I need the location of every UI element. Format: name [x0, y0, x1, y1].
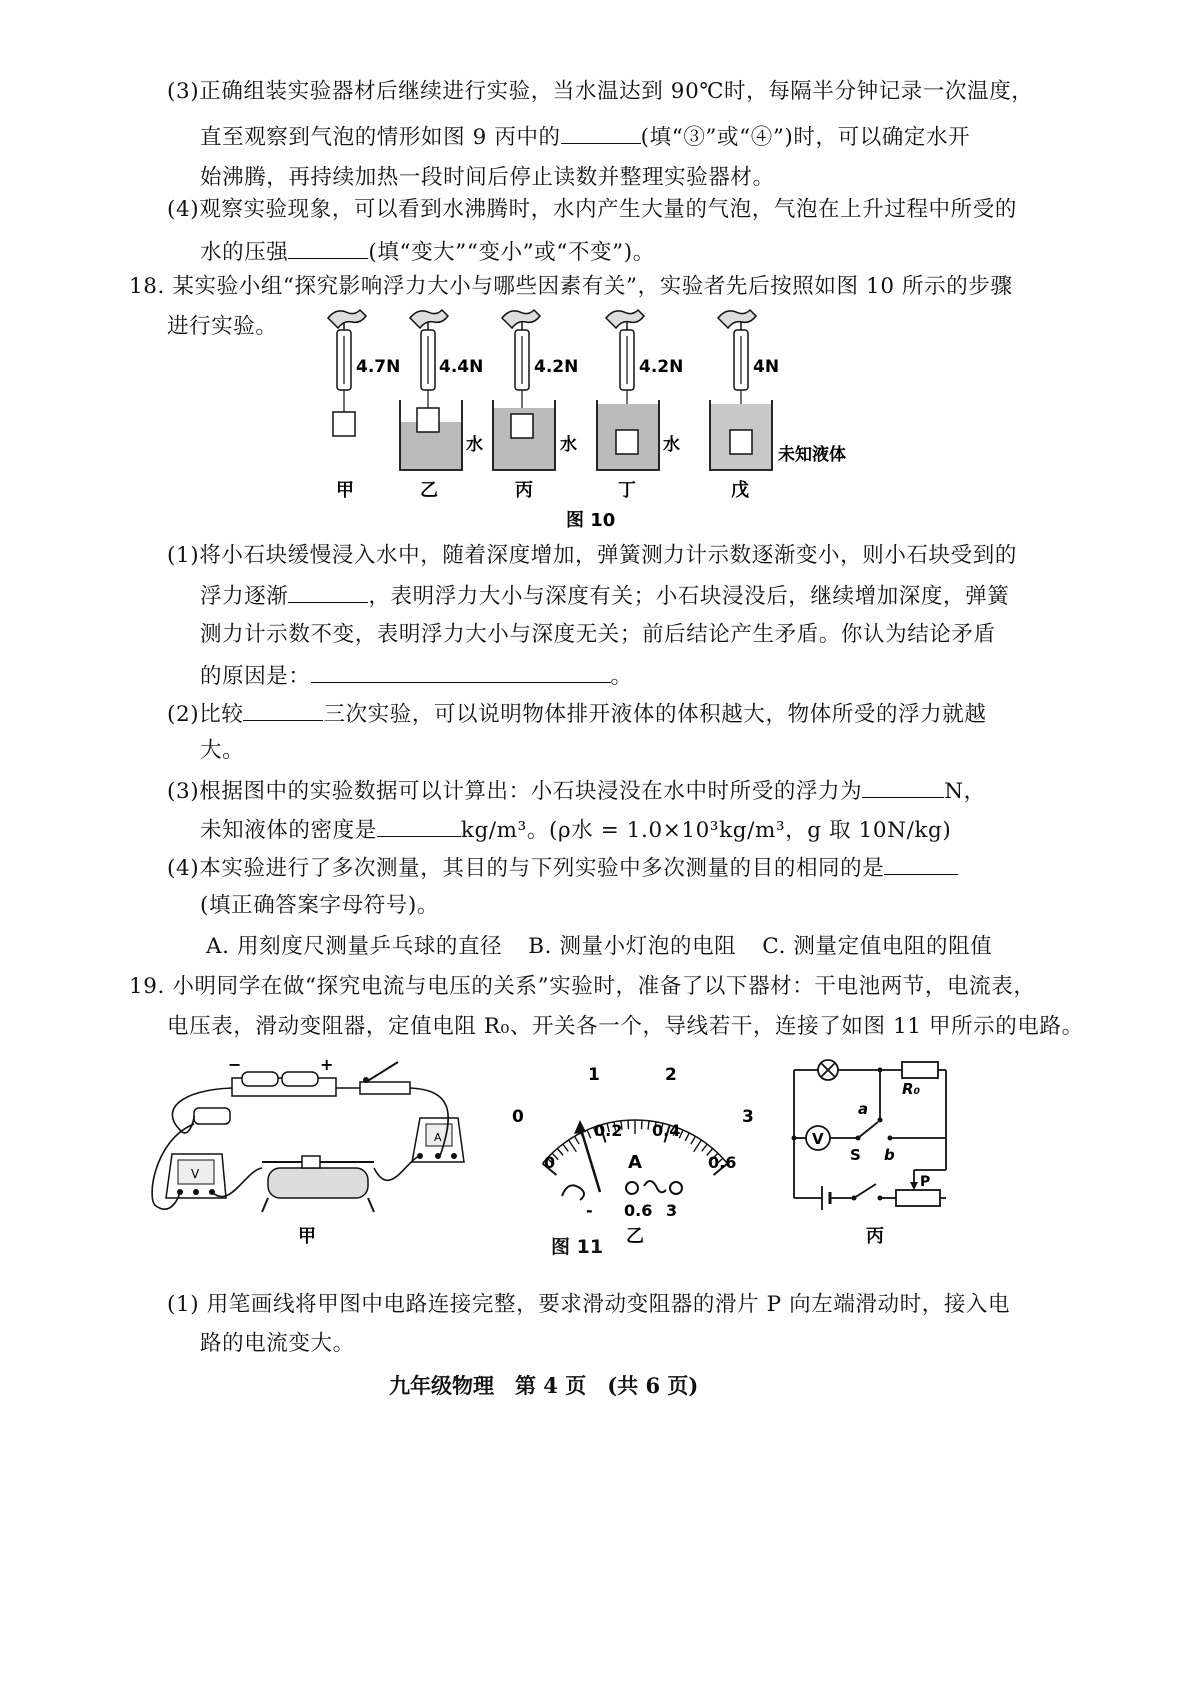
- liquid-label-ding: 水: [663, 435, 680, 455]
- terminal-label-06: 0.6: [624, 1201, 653, 1220]
- dial-tick: [563, 1144, 568, 1151]
- station-bing: [493, 310, 555, 470]
- rheostat-symbol: [896, 1190, 940, 1206]
- q17-p3-text-b: (填“③”或“④”)时，可以确定水开: [640, 125, 971, 150]
- answer-blank[interactable]: [311, 660, 611, 683]
- dial-tick: [628, 1120, 629, 1129]
- station-label-yi: 乙: [420, 480, 438, 501]
- page-footer: 九年级物理 第 4 页 (共 6 页): [389, 1373, 699, 1398]
- dial-unit: A: [628, 1152, 642, 1173]
- hand-icon: [410, 310, 448, 328]
- svg-text:A: A: [434, 1131, 442, 1144]
- q19-p1-line2: 路的电流变大。: [200, 1331, 355, 1356]
- figure-11-label-bing: 丙: [866, 1226, 884, 1247]
- q18-options: [206, 932, 992, 962]
- q17-p4-text-b: (填“变大”“变小”或“不变”)。: [368, 240, 655, 265]
- switch-s-symbol: [858, 1122, 878, 1138]
- stone-block: [730, 430, 752, 454]
- figure-11-bing-circuit-diagram: [780, 1050, 970, 1250]
- circuit-label-s: S: [850, 1146, 861, 1164]
- q18-p3-line1: [167, 775, 986, 807]
- q18-p4-line1: [167, 852, 958, 884]
- reading-wu: 4N: [753, 357, 780, 377]
- terminal-icon: [670, 1182, 682, 1194]
- figure-11-jia-circuit: [150, 1050, 490, 1250]
- dial-tick: [642, 1120, 643, 1129]
- dial-tick: [694, 1140, 702, 1152]
- q18-p3-text-c: 未知液体的密度是: [200, 818, 377, 843]
- q17-p4-text-a: 水的压强: [200, 240, 289, 265]
- q18-p1-text-b: ，表明浮力大小与深度有关；小石块浸没后，继续增加深度，弹簧: [368, 584, 1010, 609]
- q18-p3-text-b: N，: [944, 779, 986, 804]
- switch-icon: [360, 1062, 410, 1094]
- q18-p1-line1: (1)将小石块缓慢浸入水中，随着深度增加，弹簧测力计示数逐渐变小，则小石块受到的: [167, 543, 1017, 568]
- q18-p1-line4: [200, 660, 633, 692]
- dial-top-tick-2: 2: [665, 1065, 677, 1085]
- dial-tick: [557, 1149, 563, 1156]
- svg-text:V: V: [191, 1167, 200, 1181]
- answer-blank[interactable]: [288, 580, 368, 603]
- circuit-label-a: a: [858, 1100, 869, 1118]
- terminal-label-3: 3: [666, 1201, 678, 1220]
- hand-icon: [606, 310, 644, 328]
- q18-p2-line1: [167, 698, 986, 730]
- circuit-label-v: V: [812, 1130, 824, 1148]
- liquid-label-wu: 未知液体: [778, 445, 846, 465]
- q17-p3-line2: [200, 121, 970, 153]
- q17-p4-line2: [200, 236, 655, 268]
- q17-p3-line3: 始沸腾，再持续加热一段时间后停止读数并整理实验器材。: [200, 165, 775, 190]
- answer-blank[interactable]: [884, 852, 958, 875]
- stone-block: [511, 414, 533, 438]
- station-label-jia: 甲: [336, 480, 354, 501]
- figure-11-yi-ammeter-dial: [500, 1050, 770, 1250]
- q17-p3-line1: (3)正确组装实验器材后继续进行实验，当水温达到 90℃时，每隔半分钟记录一次温度，: [167, 79, 1034, 104]
- dial-tick: [685, 1133, 689, 1141]
- figure-11-caption: 图 11: [551, 1236, 604, 1258]
- dial-bottom-tick-2: 0.4: [652, 1121, 681, 1140]
- q19-p1-line1: (1) 用笔画线将甲图中电路连接完整，要求滑动变阻器的滑片 P 向左端滑动时，接入电: [167, 1292, 1011, 1317]
- circuit-label-r0: R₀: [902, 1080, 921, 1098]
- hand-icon: [502, 310, 540, 328]
- q19-stem-line1: 19. 小明同学在做“探究电流与电压的关系”实验时，准备了以下器材：干电池两节，电流表，: [129, 974, 1036, 999]
- q18-p1-line2: [200, 580, 1009, 612]
- option-b: B. 测量小灯泡的电阻: [528, 934, 737, 959]
- q18-stem-line2: 进行实验。: [167, 314, 278, 339]
- q18-p3-line2: [200, 814, 951, 846]
- station-label-ding: 丁: [618, 480, 636, 501]
- dial-tick: [587, 1130, 591, 1138]
- q18-p3-text-d: kg/m³。(ρ水 = 1.0×10³kg/m³，g 取 10N/kg): [460, 818, 952, 843]
- figure-10-caption: 图 10: [566, 510, 616, 530]
- answer-blank[interactable]: [288, 236, 368, 259]
- dial-tick: [691, 1136, 696, 1144]
- svg-text:−: −: [228, 1055, 242, 1074]
- circuit-label-b: b: [884, 1146, 895, 1164]
- q19-stem-line2: 电压表，滑动变阻器，定值电阻 R₀、开关各一个，导线若干，连接了如图 11 甲所示的电路。: [167, 1014, 1084, 1039]
- dial-bottom-tick-0: 0: [544, 1153, 556, 1172]
- stone-block: [616, 430, 638, 454]
- station-yi: [400, 310, 462, 470]
- terminal-knob-icon: [562, 1185, 584, 1200]
- circuit-label-p: P: [920, 1174, 931, 1190]
- dial-top-tick-1: 1: [588, 1065, 600, 1085]
- voltmeter-icon: [166, 1154, 226, 1198]
- answer-blank[interactable]: [561, 121, 641, 144]
- terminal-icon: [626, 1182, 638, 1194]
- q18-p2-text-b: 三次实验，可以说明物体排开液体的体积越大，物体所受的浮力就越: [323, 702, 987, 727]
- liquid-label-yi: 水: [466, 435, 483, 455]
- answer-blank[interactable]: [377, 814, 461, 837]
- q17-p3-text-a: 直至观察到气泡的情形如图 9 丙中的: [200, 125, 561, 150]
- dial-bottom-tick-1: 0.2: [594, 1121, 623, 1140]
- q18-p1-line3: 测力计示数不变，表明浮力大小与深度无关；前后结论产生矛盾。你认为结论矛盾: [200, 622, 996, 647]
- station-label-bing: 丙: [515, 480, 533, 501]
- reading-jia: 4.7N: [356, 357, 401, 377]
- resistor-r0-symbol: [902, 1062, 938, 1078]
- reading-ding: 4.2N: [639, 357, 684, 377]
- dial-top-tick-3: 3: [742, 1107, 754, 1127]
- figure-10-buoyancy: [300, 300, 900, 530]
- q17-p4-line1: (4)观察实验现象，可以看到水沸腾时，水内产生大量的气泡，气泡在上升过程中所受的: [167, 197, 1017, 222]
- q18-p1-text-c: 的原因是：: [200, 664, 311, 689]
- q18-stem-line1: 18. 某实验小组“探究影响浮力大小与哪些因素有关”，实验者先后按照如图 10 所示的步骤: [129, 274, 1013, 299]
- stone-block: [417, 408, 439, 432]
- q18-p4-line2: (填正确答案字母符号)。: [200, 893, 439, 918]
- figure-11-label-jia: 甲: [298, 1226, 316, 1247]
- svg-text:+: +: [320, 1055, 334, 1074]
- main-switch-symbol: [854, 1184, 876, 1198]
- figure-11-label-yi: 乙: [626, 1226, 644, 1247]
- answer-blank[interactable]: [243, 698, 323, 721]
- station-label-wu: 戊: [731, 480, 749, 501]
- q18-p4-text-a: (4)本实验进行了多次测量，其目的与下列实验中多次测量的目的相同的是: [167, 856, 885, 881]
- dial-tick: [648, 1121, 649, 1130]
- rheostat-icon: [262, 1156, 374, 1212]
- dial-top-tick-0: 0: [512, 1107, 524, 1127]
- battery-icon: [228, 1055, 336, 1096]
- q18-p2-line2: 大。: [200, 738, 245, 763]
- dial-tick: [575, 1136, 580, 1144]
- q18-p3-text-a: (3)根据图中的实验数据可以计算出：小石块浸没在水中时所受的浮力为: [167, 779, 863, 804]
- answer-blank[interactable]: [862, 775, 944, 798]
- terminal-label-minus: -: [586, 1201, 593, 1220]
- q18-p1-text-d: 。: [610, 664, 633, 689]
- station-ding: [597, 310, 659, 470]
- dial-tick: [702, 1144, 707, 1151]
- reading-bing: 4.2N: [534, 357, 579, 377]
- liquid-label-bing: 水: [560, 435, 577, 455]
- station-wu: [710, 310, 772, 470]
- option-c: C. 测量定值电阻的阻值: [762, 934, 993, 959]
- option-a: A. 用刻度尺测量乒乓球的直径: [206, 934, 503, 959]
- reading-yi: 4.4N: [439, 357, 484, 377]
- stone-block: [333, 412, 355, 436]
- resistor-icon: [194, 1108, 230, 1124]
- dial-tick: [569, 1140, 577, 1152]
- q18-p2-text-a: (2)比较: [167, 702, 244, 727]
- q18-p1-text-a: 浮力逐渐: [200, 584, 289, 609]
- dial-bottom-tick-3: 0.6: [708, 1153, 737, 1172]
- hand-icon: [328, 310, 366, 328]
- hand-icon: [718, 310, 756, 328]
